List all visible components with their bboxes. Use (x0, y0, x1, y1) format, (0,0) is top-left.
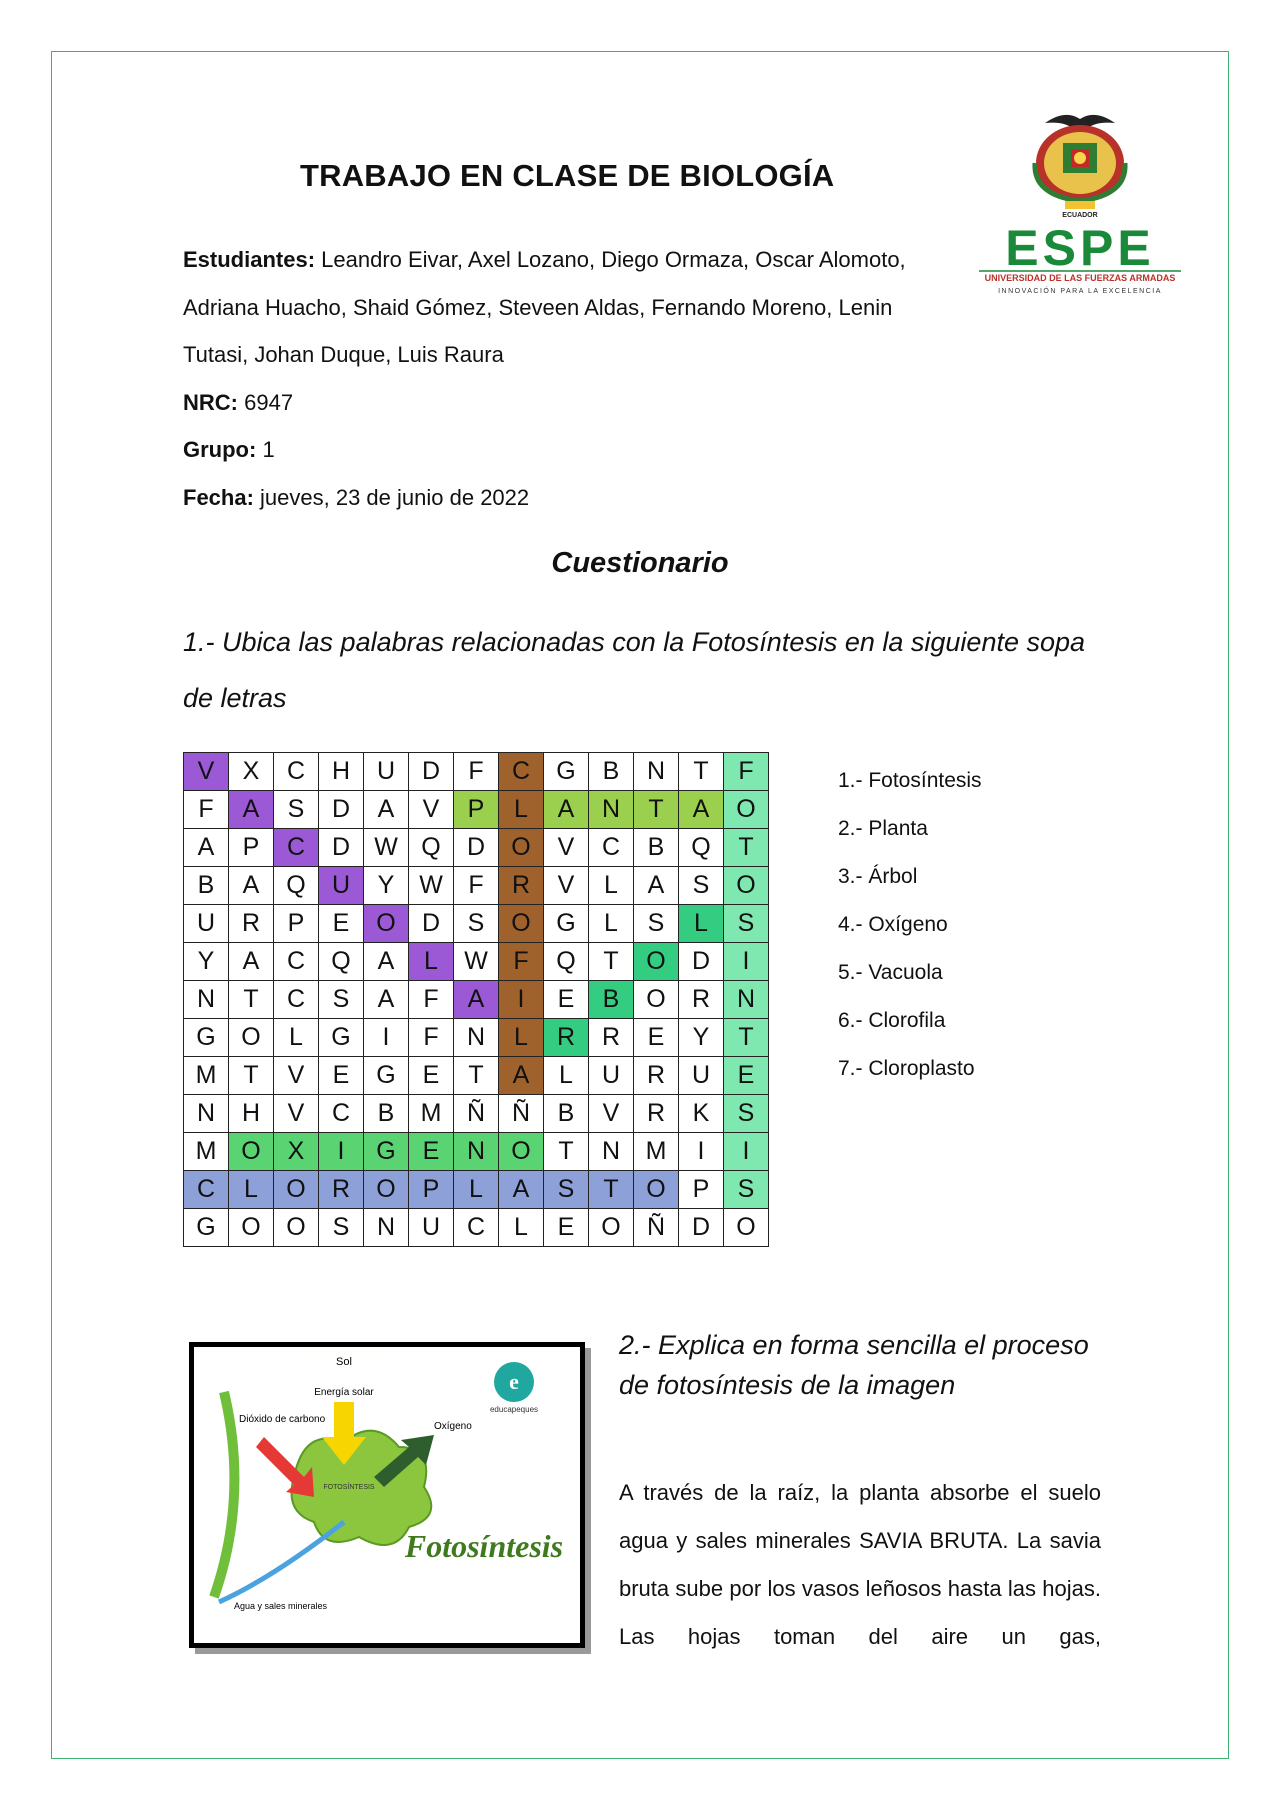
grid-cell: I (724, 1133, 769, 1171)
grid-cell: V (274, 1095, 319, 1133)
grid-cell: F (724, 753, 769, 791)
grid-cell: S (454, 905, 499, 943)
fotosintesis-heading: Fotosíntesis (404, 1528, 564, 1564)
grid-cell: O (499, 1133, 544, 1171)
grid-row (184, 1209, 769, 1247)
grid-cell: P (274, 905, 319, 943)
grid-cell: Q (409, 829, 454, 867)
grid-cell: S (724, 1171, 769, 1209)
grid-cell: R (634, 1057, 679, 1095)
question-2: 2.- Explica en forma sencilla el proceso de fotosíntesis de la imagen (619, 1330, 1089, 1400)
grid-cell: Q (544, 943, 589, 981)
students-label: Estudiantes: (183, 247, 316, 272)
grid-cell: R (634, 1095, 679, 1133)
grid-cell: R (229, 905, 274, 943)
grid-cell: C (274, 943, 319, 981)
grid-cell: U (679, 1057, 724, 1095)
grid-cell: Y (184, 943, 229, 981)
grid-cell: X (229, 753, 274, 791)
grid-cell: B (589, 981, 634, 1019)
grid-cell: P (409, 1171, 454, 1209)
photosynthesis-image (189, 1342, 585, 1648)
section-title-text: Cuestionario (551, 547, 729, 579)
grid-cell: G (184, 1209, 229, 1247)
grid-cell: B (544, 1095, 589, 1133)
grid-cell: E (319, 1057, 364, 1095)
grid-cell: R (499, 867, 544, 905)
grid-cell: A (634, 867, 679, 905)
grid-cell: I (724, 943, 769, 981)
grid-cell: V (544, 867, 589, 905)
grid-row (184, 867, 769, 905)
grid-cell: O (364, 1171, 409, 1209)
grid-cell: B (184, 867, 229, 905)
grid-cell: A (364, 981, 409, 1019)
grid-cell: D (409, 905, 454, 943)
grid-cell: E (544, 981, 589, 1019)
grid-cell: T (589, 1171, 634, 1209)
grid-cell: C (319, 1095, 364, 1133)
grid-row (184, 1171, 769, 1209)
grid-cell: U (409, 1209, 454, 1247)
grid-cell: U (184, 905, 229, 943)
grid-cell: L (499, 791, 544, 829)
grid-cell: T (724, 829, 769, 867)
word-list-item: 6.- Clorofila (838, 1009, 946, 1032)
grid-cell: T (229, 1057, 274, 1095)
grid-cell: D (454, 829, 499, 867)
grid-cell: U (364, 753, 409, 791)
grid-cell: S (319, 981, 364, 1019)
university-name: UNIVERSIDAD DE LAS FUERZAS ARMADAS (984, 273, 1176, 283)
grid-cell: Ñ (499, 1095, 544, 1133)
grid-cell: M (634, 1133, 679, 1171)
grid-cell: L (589, 867, 634, 905)
grid-cell: T (634, 791, 679, 829)
photosynthesis-diagram (194, 1347, 580, 1643)
word-list-item: 7.- Cloroplasto (838, 1057, 975, 1080)
grid-cell: E (724, 1057, 769, 1095)
espe-wordmark: ESPE (1005, 220, 1155, 276)
grid-row (184, 829, 769, 867)
section-title (0, 547, 1280, 580)
grid-cell: L (679, 905, 724, 943)
grid-cell: Q (274, 867, 319, 905)
word-list-item: 3.- Árbol (838, 865, 918, 888)
grid-cell: L (229, 1171, 274, 1209)
grid-cell: L (499, 1019, 544, 1057)
grid-cell: L (274, 1019, 319, 1057)
grid-cell: F (499, 943, 544, 981)
grid-cell: Q (319, 943, 364, 981)
grid-cell: O (634, 943, 679, 981)
grid-cell: R (589, 1019, 634, 1057)
grid-cell: I (499, 981, 544, 1019)
grid-cell: I (364, 1019, 409, 1057)
nrc-label: NRC: (183, 389, 238, 415)
grid-cell: D (679, 1209, 724, 1247)
grid-cell: O (634, 1171, 679, 1209)
grid-cell: D (409, 753, 454, 791)
grid-cell: R (544, 1019, 589, 1057)
student-info (183, 236, 953, 521)
grid-cell: B (634, 829, 679, 867)
grid-cell: L (589, 905, 634, 943)
date-line (183, 474, 953, 522)
grid-cell: N (364, 1209, 409, 1247)
grid-cell: O (724, 867, 769, 905)
grid-cell: T (454, 1057, 499, 1095)
grid-cell: F (454, 753, 499, 791)
grid-cell: W (409, 867, 454, 905)
grid-cell: I (679, 1133, 724, 1171)
grid-cell: M (409, 1095, 454, 1133)
grid-cell: M (184, 1057, 229, 1095)
nrc-value: 6947 (238, 389, 294, 415)
group-line (183, 426, 953, 474)
grid-cell: N (454, 1019, 499, 1057)
svg-text:e: e (509, 1369, 519, 1394)
grid-row (184, 1057, 769, 1095)
grid-cell: C (184, 1171, 229, 1209)
grid-cell: N (454, 1133, 499, 1171)
grid-cell: A (499, 1171, 544, 1209)
grid-cell: Ñ (454, 1095, 499, 1133)
grid-cell: C (454, 1209, 499, 1247)
grid-cell: L (499, 1209, 544, 1247)
grid-cell: U (319, 867, 364, 905)
grid-cell: V (184, 753, 229, 791)
grid-cell: T (679, 753, 724, 791)
grid-cell: U (589, 1057, 634, 1095)
date-value: jueves, 23 de junio de 2022 (253, 484, 530, 510)
grid-cell: T (544, 1133, 589, 1171)
grid-cell: S (319, 1209, 364, 1247)
grid-cell: O (634, 981, 679, 1019)
grid-cell: O (229, 1133, 274, 1171)
grid-cell: C (499, 753, 544, 791)
word-list (838, 757, 982, 1093)
grid-cell: N (184, 981, 229, 1019)
grid-cell: N (589, 791, 634, 829)
grid-cell: Y (364, 867, 409, 905)
grid-cell: I (319, 1133, 364, 1171)
grid-cell: S (544, 1171, 589, 1209)
grid-cell: E (409, 1133, 454, 1171)
grid-cell: G (364, 1057, 409, 1095)
grid-cell: S (274, 791, 319, 829)
grid-cell: W (364, 829, 409, 867)
grid-cell: O (274, 1171, 319, 1209)
grid-cell: B (364, 1095, 409, 1133)
grid-cell: A (544, 791, 589, 829)
document-title: TRABAJO EN CLASE DE BIOLOGÍA (300, 158, 835, 193)
grid-cell: C (274, 829, 319, 867)
grid-cell: A (229, 867, 274, 905)
grid-cell: F (409, 1019, 454, 1057)
grid-cell: P (454, 791, 499, 829)
grid-cell: Y (679, 1019, 724, 1057)
grid-row (184, 753, 769, 791)
grid-cell: D (319, 791, 364, 829)
grid-cell: W (454, 943, 499, 981)
co2-label: Dióxido de carbono (239, 1414, 326, 1425)
grid-cell: A (229, 943, 274, 981)
word-list-item: 1.- Fotosíntesis (838, 769, 982, 792)
grid-cell: L (544, 1057, 589, 1095)
grid-cell: T (589, 943, 634, 981)
university-motto: INNOVACIÓN PARA LA EXCELENCIA (998, 288, 1162, 295)
word-list-item: 5.- Vacuola (838, 961, 943, 984)
grid-cell: N (184, 1095, 229, 1133)
educapeques-label: educapeques (489, 1405, 539, 1414)
grid-cell: B (589, 753, 634, 791)
grid-cell: T (229, 981, 274, 1019)
grid-cell: A (454, 981, 499, 1019)
grid-cell: K (679, 1095, 724, 1133)
grid-cell: R (679, 981, 724, 1019)
grid-row (184, 905, 769, 943)
students-value: Leandro Eivar, Axel Lozano, Diego Ormaza, Oscar Alomoto, Adriana Huacho, Shaid Gómez, Steveen Aldas, Fernando Moreno, Lenin Tutasi, Johan Duque, Luis Raura (183, 247, 906, 367)
grid-cell: G (544, 905, 589, 943)
grid-cell: C (589, 829, 634, 867)
question-1: 1.- Ubica las palabras relacionadas con la Fotosíntesis en la siguiente sopa de letras (183, 627, 1086, 713)
grid-cell: E (544, 1209, 589, 1247)
grid-cell: C (274, 753, 319, 791)
grid-cell: M (184, 1133, 229, 1171)
grid-cell: G (544, 753, 589, 791)
grid-cell: C (274, 981, 319, 1019)
grid-cell: H (319, 753, 364, 791)
grid-cell: S (679, 867, 724, 905)
group-value: 1 (256, 437, 275, 462)
grid-cell: O (724, 791, 769, 829)
grid-cell: O (229, 1209, 274, 1247)
word-list-item: 4.- Oxígeno (838, 913, 948, 936)
grid-cell: P (679, 1171, 724, 1209)
grid-cell: F (184, 791, 229, 829)
answer-paragraph: A través de la raíz, la planta absorbe el suelo agua y sales minerales SAVIA BRUTA. La savia bruta sube por los vasos leñosos hasta las hojas. Las hojas toman del aire un gas, (619, 1480, 1101, 1649)
grid-cell: S (634, 905, 679, 943)
grid-cell: O (724, 1209, 769, 1247)
grid-cell: A (184, 829, 229, 867)
espe-logo (975, 105, 1185, 310)
grid-row (184, 1133, 769, 1171)
grid-cell: L (454, 1171, 499, 1209)
word-search-grid (183, 752, 769, 1247)
word-list-item: 2.- Planta (838, 817, 928, 840)
oxygen-label: Oxígeno (434, 1421, 472, 1432)
grid-cell: D (319, 829, 364, 867)
grid-cell: V (544, 829, 589, 867)
grid-cell: O (364, 905, 409, 943)
grid-cell: L (409, 943, 454, 981)
grid-cell: A (229, 791, 274, 829)
grid-cell: G (364, 1133, 409, 1171)
grid-row (184, 943, 769, 981)
grid-cell: O (229, 1019, 274, 1057)
seal-text: ECUADOR (1062, 212, 1098, 219)
grid-cell: H (229, 1095, 274, 1133)
grid-cell: A (364, 791, 409, 829)
grid-cell: F (409, 981, 454, 1019)
grid-row (184, 1019, 769, 1057)
grid-cell: X (274, 1133, 319, 1171)
grid-cell: E (319, 905, 364, 943)
grid-cell: N (724, 981, 769, 1019)
grid-cell: A (499, 1057, 544, 1095)
grid-cell: V (589, 1095, 634, 1133)
grid-cell: F (454, 867, 499, 905)
grid-cell: N (589, 1133, 634, 1171)
process-label: FOTOSÍNTESIS (323, 1484, 375, 1491)
grid-row (184, 791, 769, 829)
grid-cell: P (229, 829, 274, 867)
grid-cell: O (499, 829, 544, 867)
grid-cell: V (409, 791, 454, 829)
nrc-line (183, 379, 953, 427)
grid-cell: E (409, 1057, 454, 1095)
grid-cell: R (319, 1171, 364, 1209)
group-label: Grupo: (183, 437, 257, 462)
students-line (183, 236, 953, 379)
grid-cell: V (274, 1057, 319, 1095)
grid-cell: O (274, 1209, 319, 1247)
grid-cell: A (679, 791, 724, 829)
grid-cell: G (319, 1019, 364, 1057)
grid-cell: Q (679, 829, 724, 867)
grid-cell: E (634, 1019, 679, 1057)
date-label: Fecha: (183, 484, 254, 510)
grid-cell: T (724, 1019, 769, 1057)
water-label: Agua y sales minerales (234, 1601, 328, 1611)
grid-cell: A (364, 943, 409, 981)
grid-cell: N (634, 753, 679, 791)
grid-cell: S (724, 905, 769, 943)
grid-row (184, 981, 769, 1019)
grid-cell: Ñ (634, 1209, 679, 1247)
grid-cell: D (679, 943, 724, 981)
grid-cell: G (184, 1019, 229, 1057)
grid-cell: O (589, 1209, 634, 1247)
energy-label: Energía solar (314, 1387, 374, 1398)
grid-cell: S (724, 1095, 769, 1133)
grid-cell: O (499, 905, 544, 943)
sun-label: Sol (336, 1356, 352, 1368)
grid-row (184, 1095, 769, 1133)
